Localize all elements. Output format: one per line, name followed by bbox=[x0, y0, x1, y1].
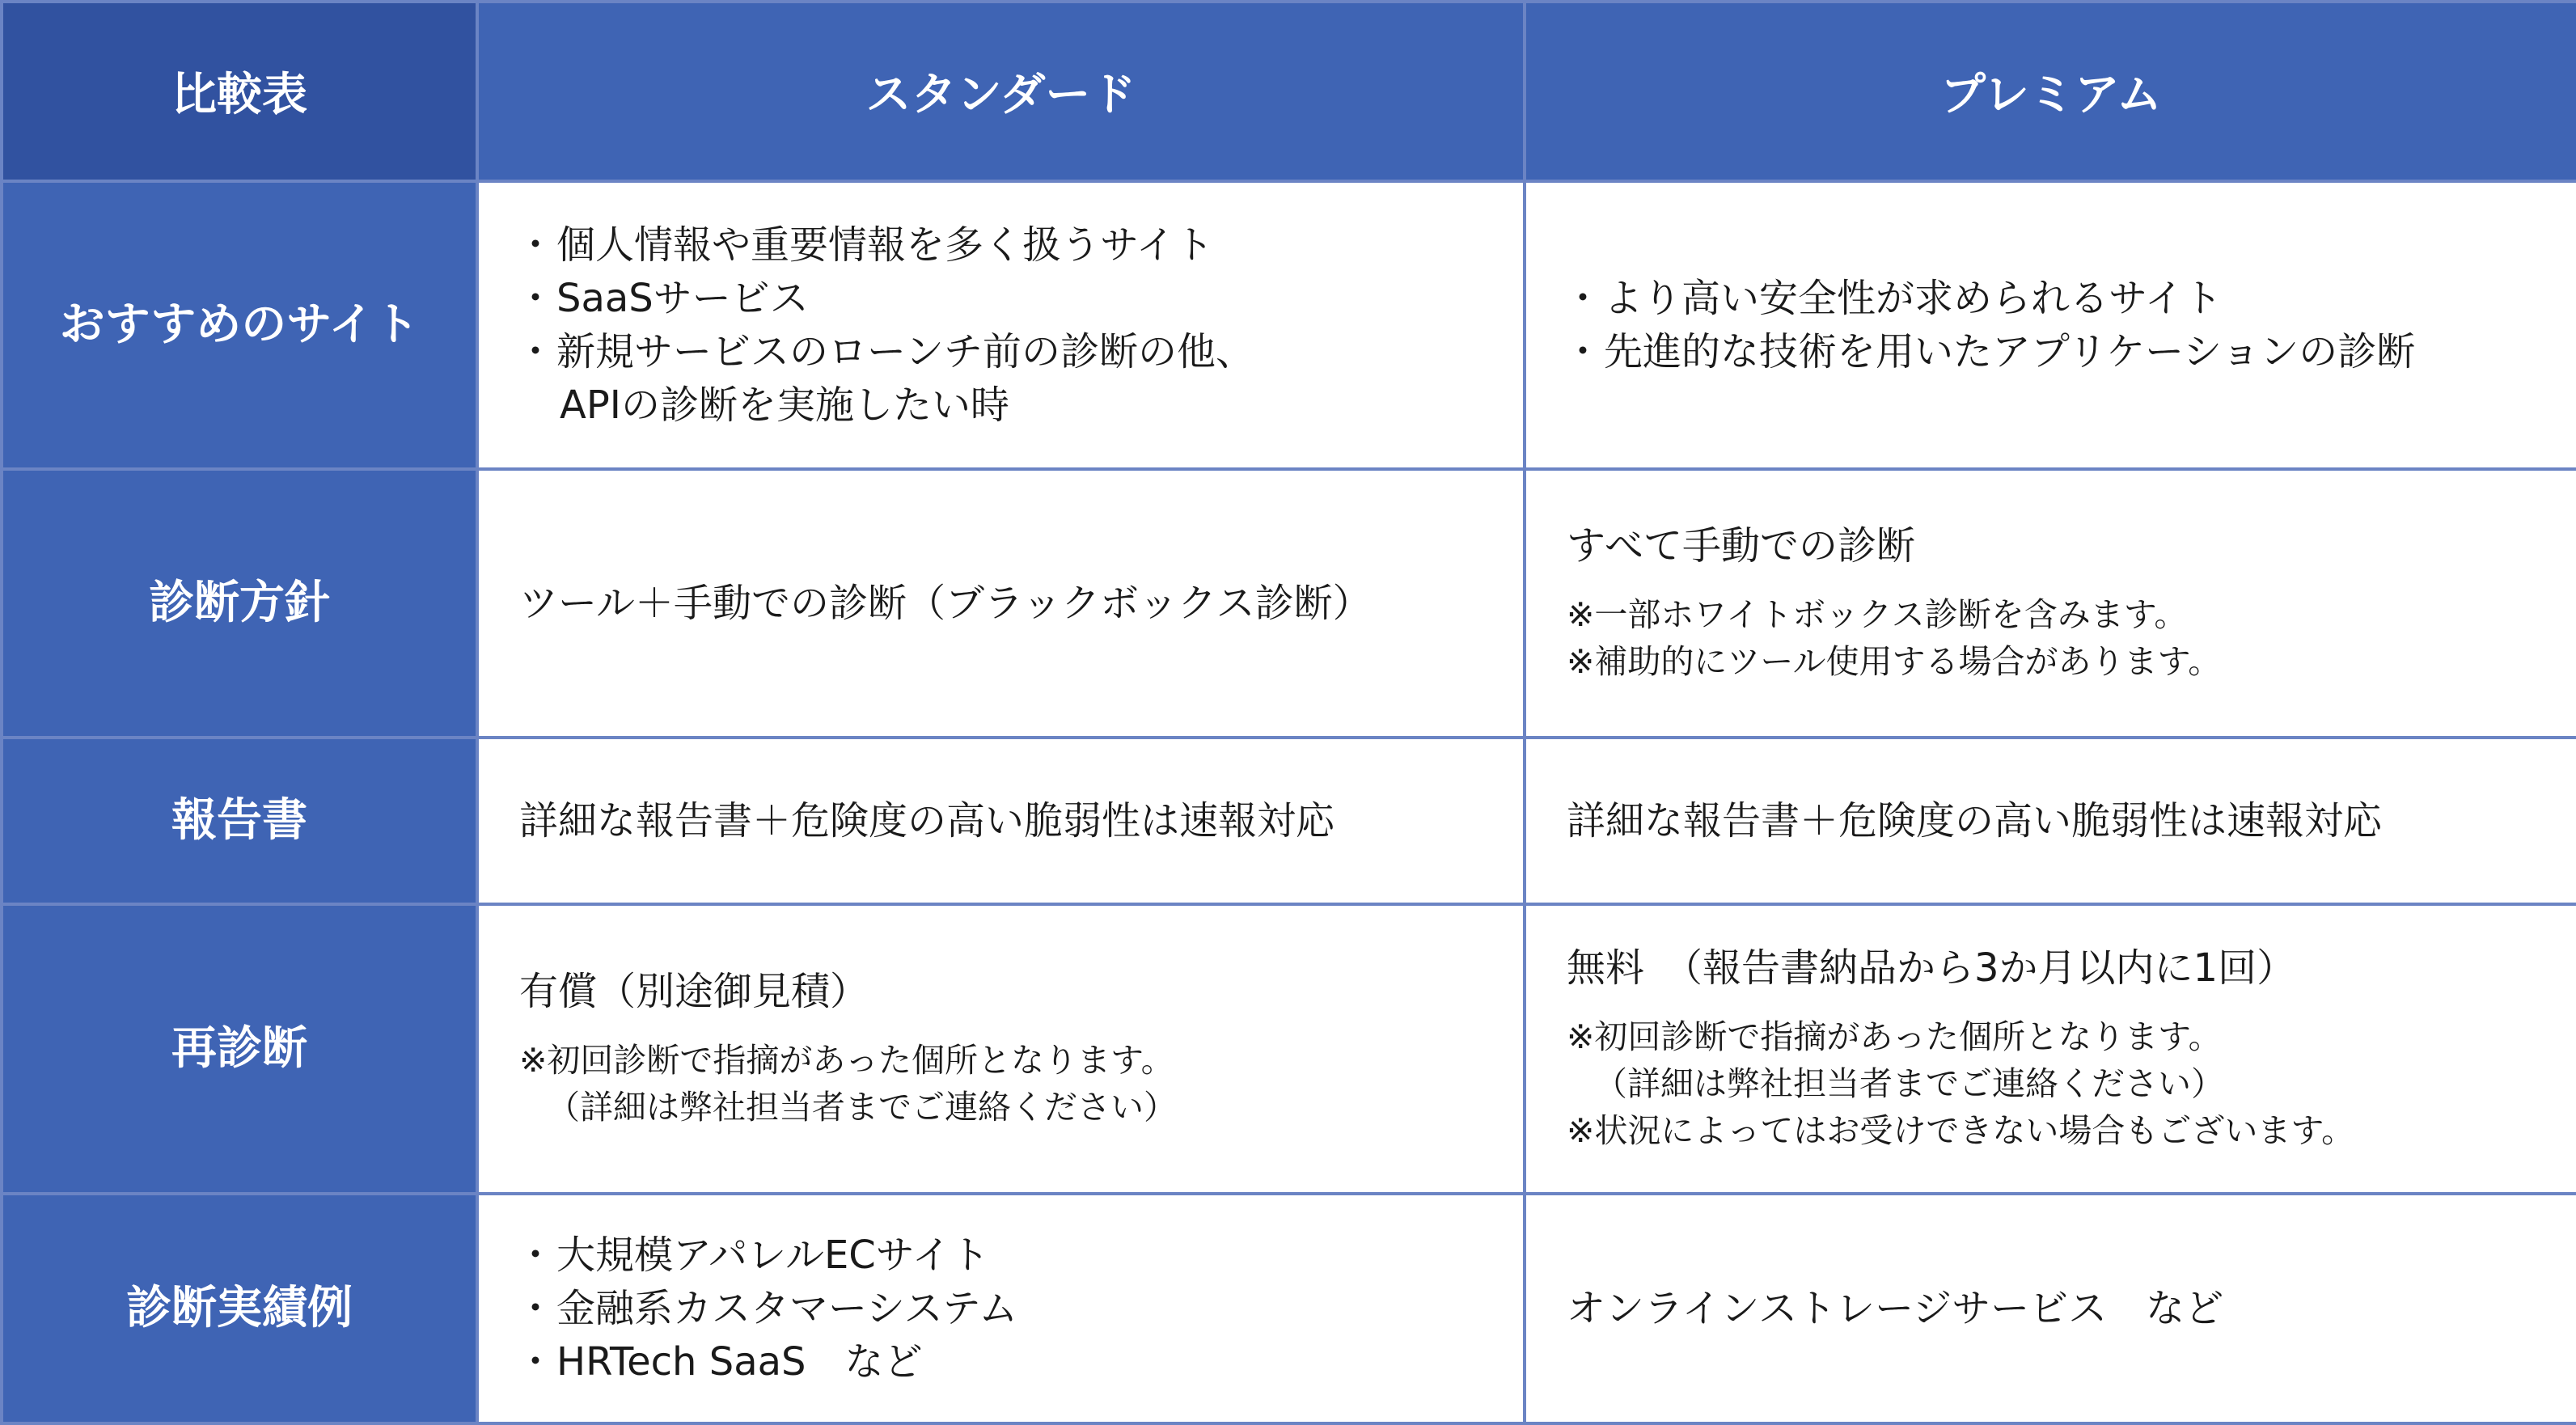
row-header-recommended-sites: おすすめのサイト bbox=[2, 181, 477, 469]
premium-track-record-text: オンラインストレージサービス など bbox=[1567, 1286, 2224, 1331]
table-row bbox=[2, 181, 2576, 469]
note-text: ※初回診断で指摘があった個所となります。 bbox=[1567, 1017, 2222, 1056]
premium-rediagnosis-cell bbox=[1525, 904, 2576, 1194]
note-text: ※一部ホワイトボックス診断を含みます。 bbox=[1567, 595, 2188, 634]
table-row bbox=[2, 904, 2576, 1194]
table-corner-title: 比較表 bbox=[2, 2, 477, 181]
standard-track-record-list bbox=[519, 1228, 1499, 1389]
list-item: ・ SaaSサービス bbox=[519, 272, 1499, 325]
standard-report-cell bbox=[477, 738, 1525, 904]
list-item: ・ HRTech SaaS など bbox=[519, 1335, 1499, 1389]
list-item: ・ 金融系カスタマーシステム bbox=[519, 1282, 1499, 1335]
standard-rediagnosis-text: 有償（別途御見積） bbox=[519, 969, 869, 1014]
premium-report-cell bbox=[1525, 738, 2576, 904]
premium-rediagnosis-text: 無料 （報告書納品から3か月以内に1回） bbox=[1567, 945, 2296, 991]
table-row bbox=[2, 738, 2576, 904]
note-text: （詳細は弊社担当者までご連絡ください） bbox=[547, 1088, 1177, 1127]
row-header-diagnosis-policy: 診断方針 bbox=[2, 469, 477, 738]
standard-track-record-cell bbox=[477, 1194, 1525, 1423]
header-row bbox=[2, 2, 2576, 181]
premium-recommended-sites-cell bbox=[1525, 181, 2576, 469]
standard-recommended-sites-cell bbox=[477, 181, 1525, 469]
table-row bbox=[2, 469, 2576, 738]
table-row bbox=[2, 1194, 2576, 1423]
premium-recommended-sites-list bbox=[1567, 272, 2552, 378]
note-text: ※初回診断で指摘があった個所となります。 bbox=[519, 1041, 1174, 1080]
list-item: ・ 個人情報や重要情報を多く扱うサイト bbox=[519, 218, 1499, 272]
list-item-continuation: APIの診断を実施したい時 bbox=[560, 383, 1009, 428]
note-text: ※補助的にツール使用する場合があります。 bbox=[1567, 642, 2222, 681]
column-header-standard: スタンダード bbox=[477, 2, 1525, 181]
list-item: ・ 先進的な技術を用いたアプリケーションの診断 bbox=[1567, 325, 2552, 378]
standard-report-text: 詳細な報告書＋危険度の高い脆弱性は速報対応 bbox=[519, 798, 1335, 844]
premium-report-text: 詳細な報告書＋危険度の高い脆弱性は速報対応 bbox=[1567, 798, 2383, 844]
list-item: ・ より高い安全性が求められるサイト bbox=[1567, 272, 2552, 325]
standard-diagnosis-policy-cell bbox=[477, 469, 1525, 738]
row-header-report: 報告書 bbox=[2, 738, 477, 904]
standard-recommended-sites-list bbox=[519, 218, 1499, 378]
list-item: ・ 新規サービスのローンチ前の診断の他、 bbox=[519, 325, 1499, 378]
premium-diagnosis-policy-cell bbox=[1525, 469, 2576, 738]
note-text: ※状況によってはお受けできない場合もございます。 bbox=[1567, 1111, 2355, 1150]
row-header-track-record: 診断実績例 bbox=[2, 1194, 477, 1423]
row-header-rediagnosis: 再診断 bbox=[2, 904, 477, 1194]
premium-track-record-cell bbox=[1525, 1194, 2576, 1423]
list-item: ・ 大規模アパレルECサイト bbox=[519, 1228, 1499, 1282]
standard-diagnosis-policy-text: ツール＋手動での診断（ブラックボックス診断） bbox=[519, 581, 1372, 626]
column-header-premium: プレミアム bbox=[1525, 2, 2576, 181]
premium-diagnosis-policy-text: すべて手動での診断 bbox=[1567, 523, 1916, 569]
standard-rediagnosis-cell bbox=[477, 904, 1525, 1194]
note-text: （詳細は弊社担当者までご連絡ください） bbox=[1594, 1064, 2224, 1103]
